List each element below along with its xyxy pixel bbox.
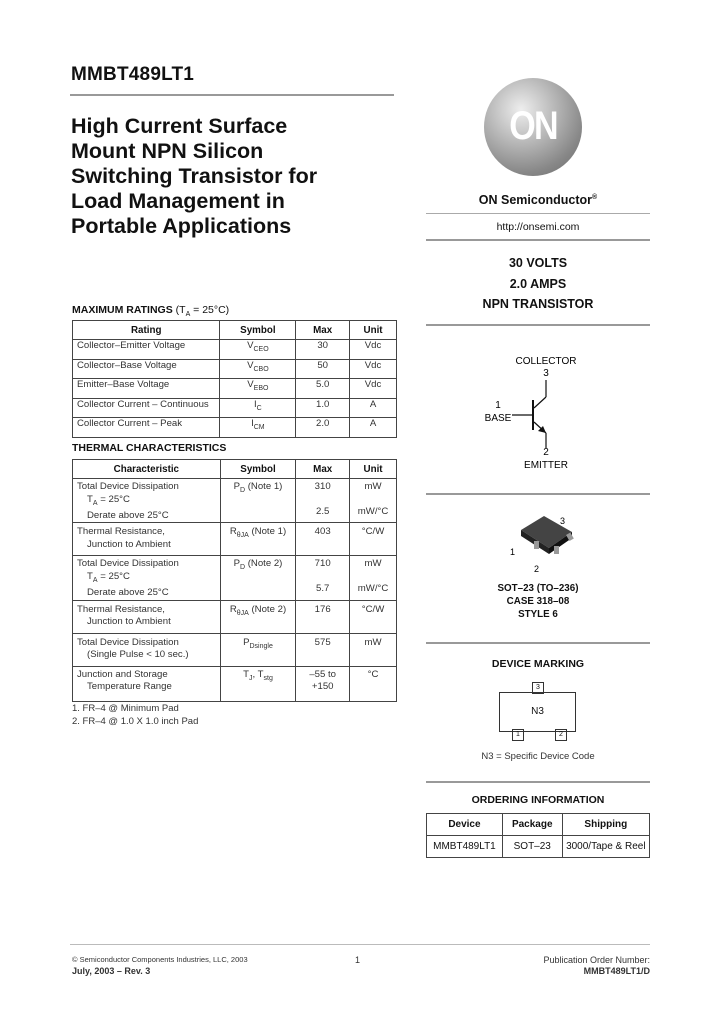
- copyright: © Semiconductor Components Industries, LLC, 2003: [72, 955, 248, 964]
- table-row: Thermal Resistance, Junction to Ambient $R_{\theta JA}$ (Note 1) 403 °C/W: [73, 523, 397, 556]
- summary: 30 VOLTS 2.0 AMPS NPN TRANSISTOR: [482, 256, 594, 311]
- col-header: Max: [296, 460, 350, 479]
- table-row: Thermal Resistance, Junction to Ambient $R_{\theta JA}$ (Note 2) 176 °C/W: [73, 600, 397, 633]
- base-label: BASE: [484, 413, 512, 424]
- max-ratings-table: [72, 320, 397, 438]
- col-header: Symbol: [220, 460, 296, 479]
- marking-pin2: 2: [555, 729, 567, 741]
- table-row: Total Device Dissipation (Single Pulse < 10 sec.) $P_{Dsingle}$ 575 mW: [73, 633, 397, 666]
- headline-line: Load Management in: [71, 189, 285, 213]
- table-row: Total Device Dissipation $T_A = 25^\circ C$ Derate above 25°C $P_D$ (Note 2) 710 5.7 mW mW/°C: [73, 556, 397, 600]
- col-header: Characteristic: [73, 460, 221, 479]
- emitter-label: EMITTER: [524, 460, 568, 471]
- notes: 1. FR–4 @ Minimum Pad 2. FR–4 @ 1.0 X 1.0 inch Pad: [72, 703, 199, 727]
- page-number: 1: [355, 955, 361, 965]
- package-info: SOT–23 (TO–236) CASE 318–08 STYLE 6: [497, 583, 579, 620]
- headline: [71, 114, 401, 239]
- col-header: Unit: [350, 321, 397, 340]
- table-row: MMBT489LT1 SOT–23 3000/Tape & Reel: [427, 836, 650, 858]
- max-ratings-title: MAXIMUM RATINGS $(T_A = 25^\circ C)$: [72, 304, 230, 319]
- marking-pin1: 1: [512, 729, 524, 741]
- headline-line: Switching Transistor for: [71, 164, 318, 188]
- sot23-package-image: [426, 508, 650, 588]
- col-header: Max: [296, 321, 350, 340]
- on-logo-text: ON: [509, 104, 557, 148]
- col-header: Rating: [73, 321, 220, 340]
- headline-line: Mount NPN Silicon: [71, 139, 264, 163]
- pkg-pin1: 1: [510, 547, 516, 557]
- col-header: Shipping: [562, 814, 649, 836]
- marking-pin3: 3: [532, 682, 544, 694]
- pkg-pin2: 2: [534, 564, 540, 574]
- marking-code: N3: [531, 706, 544, 717]
- transistor-schematic: [426, 345, 650, 480]
- revision-date: July, 2003 – Rev. 3: [72, 966, 151, 976]
- headline-line: Portable Applications: [71, 214, 292, 238]
- brand-name: ON Semiconductor®: [478, 193, 598, 207]
- ordering-table: [426, 813, 650, 858]
- table-row: Total Device Dissipation $T_A = 25^\circ C$ Derate above 25°C $P_D$ (Note 1) 310 2.5 mW mW/°C: [73, 479, 397, 523]
- ordering-title: ORDERING INFORMATION: [471, 794, 605, 806]
- pkg-pin3: 3: [560, 516, 566, 526]
- marking-legend: N3 = Specific Device Code: [481, 751, 595, 762]
- publication-label: Publication Order Number:: [543, 955, 650, 965]
- col-header: Symbol: [220, 321, 296, 340]
- table-row: Collector Current – Continuous $I_C$ 1.0 A: [73, 398, 397, 418]
- pin3-label: 3: [543, 368, 549, 379]
- col-header: Device: [427, 814, 503, 836]
- publication-number: MMBT489LT1/D: [583, 966, 650, 976]
- table-row: Collector Current – Peak $I_{CM}$ 2.0 A: [73, 418, 397, 438]
- table-row: Emitter–Base Voltage $V_{EBO}$ 5.0 Vdc: [73, 379, 397, 399]
- table-row: Collector–Base Voltage $V_{CBO}$ 50 Vdc: [73, 359, 397, 379]
- brand-url[interactable]: http://onsemi.com: [496, 221, 580, 233]
- col-header: Package: [502, 814, 562, 836]
- thermal-title: THERMAL CHARACTERISTICS: [72, 442, 227, 454]
- part-number: MMBT489LT1: [71, 64, 195, 85]
- pin2-label: 2: [543, 447, 549, 458]
- col-header: Unit: [350, 460, 397, 479]
- title-rule: [70, 94, 394, 96]
- pin1-label: 1: [495, 400, 501, 411]
- collector-label: COLLECTOR: [515, 356, 577, 367]
- headline-line: High Current Surface: [71, 114, 288, 138]
- thermal-table: [72, 459, 397, 702]
- table-row: Junction and Storage Temperature Range $T_J$, $T_{stg}$ –55 to +150 °C: [73, 666, 397, 701]
- table-row: Collector–Emitter Voltage $V_{CEO}$ 30 Vdc: [73, 340, 397, 360]
- device-marking-title: DEVICE MARKING: [491, 658, 585, 670]
